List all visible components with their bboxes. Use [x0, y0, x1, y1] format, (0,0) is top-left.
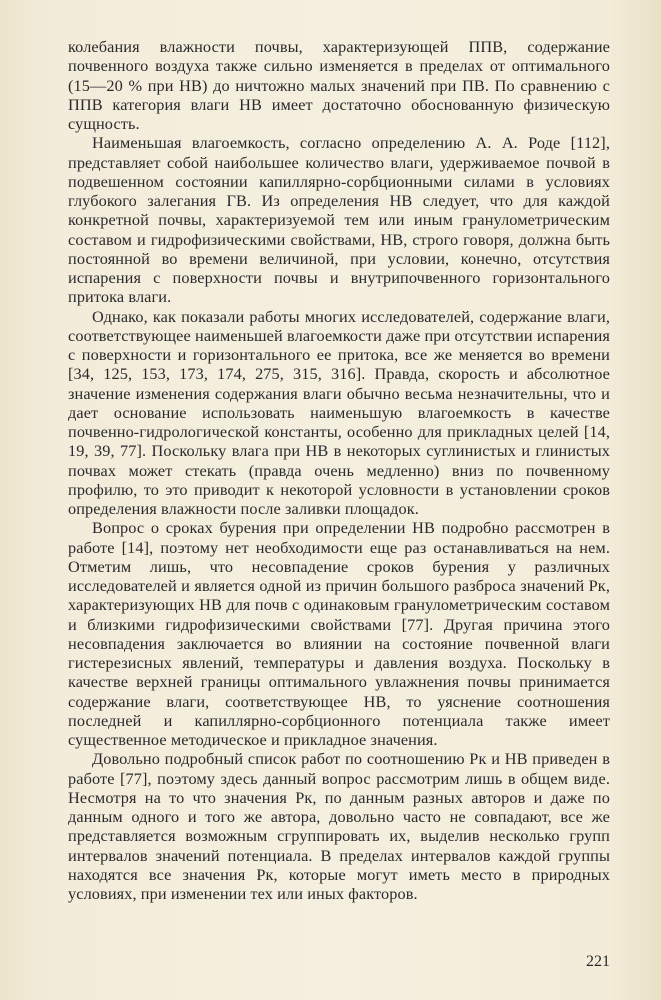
paragraph-2: Наименьшая влагоемкость, согласно определению А. А. Роде [112], представляет собой наибольшее количество влаги, удерживаемое почвой в подвешенном состоянии капиллярно-сорбционными силами в условиях глубокого залегания ГВ. Из определения НВ следует, что для каждой конкретной почвы, характеризуемой тем или иным гранулометрическим составом и гидрофизическими свойствами, НВ, строго говоря, должна быть постоянной во времени величиной, при условии, конечно, отсутствия испарения с поверхности почвы и внутрипочвенного горизонтального притока влаги.	[68, 133, 610, 307]
page-number: 221	[586, 953, 610, 970]
paragraph-5: Довольно подробный список работ по соотношению Pк и НВ приведен в работе [77], поэтому здесь данный вопрос рассмотрим лишь в общем виде. Несмотря на то что значения Pк, по данным разных авторов и даже по данным одного и того же автора, довольно часто не совпадают, все же представляется возможным сгруппировать их, выделив несколько групп интервалов значений потенциала. В пределах интервалов каждой группы находятся все значения Pк, которые могут иметь место в природных условиях, при изменении тех или иных факторов.	[68, 749, 610, 903]
paragraph-1: колебания влажности почвы, характеризующей ППВ, содержание почвенного воздуха также сильно изменяется в пределах от оптимального (15—20 % при НВ) до ничтожно малых значений при ПВ. По сравнению с ППВ категория влаги НВ имеет достаточно обоснованную физическую сущность.	[68, 37, 610, 133]
body-text	[68, 37, 610, 903]
paragraph-4: Вопрос о сроках бурения при определении НВ подробно рассмотрен в работе [14], поэтому нет необходимости еще раз останавливаться на нем. Отметим лишь, что несовпадение сроков бурения у различных исследователей и является одной из причин большого разброса значений Pк, характеризующих НВ для почв с одинаковым гранулометрическим составом и близкими гидрофизическими свойствами [77]. Другая причина этого несовпадения заключается во влиянии на состояние почвенной влаги гистерезисных явлений, температуры и давления воздуха. Поскольку в качестве верхней границы оптимального увлажнения почвы принимается содержание влаги, соответствующее НВ, то уяснение соотношения последней и капиллярно-сорбционного потенциала также имеет существенное методическое и прикладное значения.	[68, 518, 610, 749]
paragraph-3: Однако, как показали работы многих исследователей, содержание влаги, соответствующее наименьшей влагоемкости даже при отсутствии испарения с поверхности и горизонтального ее притока, все же меняется во времени [34, 125, 153, 173, 174, 275, 315, 316]. Правда, скорость и абсолютное значение изменения содержания влаги обычно весьма незначительны, что и дает основание использовать наименьшую влагоемкость в качестве почвенно-гидрологической константы, особенно для прикладных целей [14, 19, 39, 77]. Поскольку влага при НВ в некоторых суглинистых и глинистых почвах может стекать (правда очень медленно) вниз по почвенному профилю, то это приводит к некоторой условности в установлении сроков определения влажности после заливки площадок.	[68, 306, 610, 518]
